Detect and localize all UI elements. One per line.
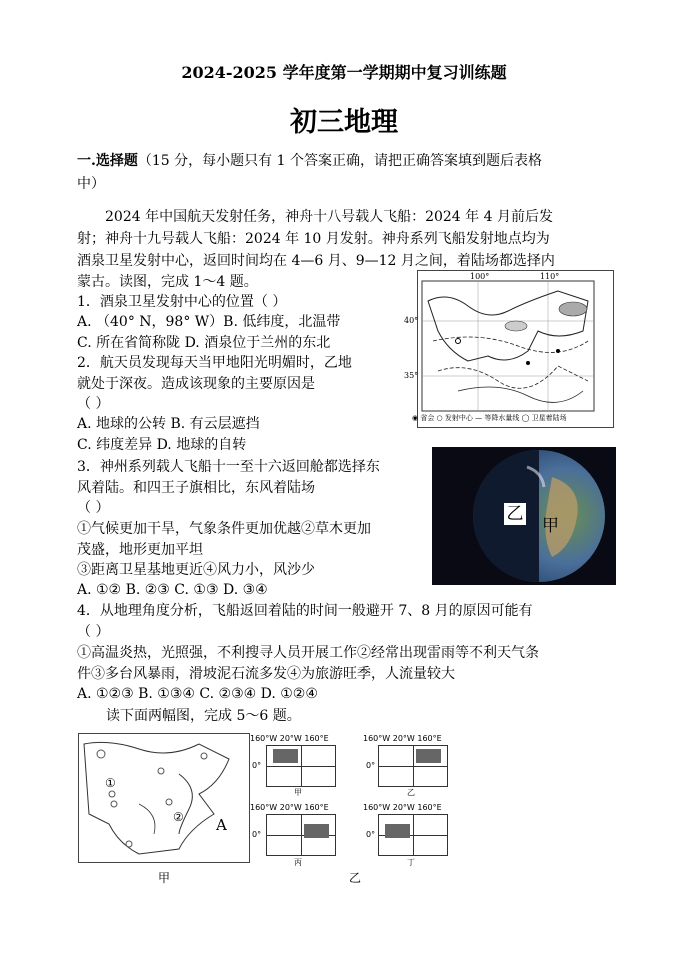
globe-label-yi: 乙	[504, 503, 526, 525]
grid-bing-lon: 160°W 20°W 160°E	[250, 803, 329, 812]
q3-options: A. ①② B. ②③ C. ①③ D. ③④	[77, 582, 268, 598]
china-region-map	[404, 270, 614, 428]
intro-line-4: 蒙古。读图，完成 1～4 题。	[77, 274, 258, 290]
grid-yi-lat: 0°	[366, 761, 376, 770]
q2-options-cd: C. 纬度差异 D. 地球的自转	[77, 437, 247, 453]
q3-stem-2: 风着陆。和四王子旗相比，东风着陆场	[77, 480, 315, 496]
figure-yi-grids	[250, 730, 465, 870]
map-lat-35: 35°	[404, 371, 419, 380]
grid-ding-lon: 160°W 20°W 160°E	[363, 803, 442, 812]
map-lon-110: 110°	[540, 272, 560, 281]
grid-ding-fill	[385, 824, 410, 838]
grid-yi	[378, 745, 448, 787]
map-lon-100: 100°	[470, 272, 490, 281]
intro-line-2: 射；神舟十九号载人飞船：2024 年 10 月发射。神舟系列飞船发射地点均为	[77, 231, 550, 247]
q1-options-ab: A. （40° N，98° W）B. 低纬度，北温带	[77, 314, 341, 330]
grid-jia-name: 甲	[294, 788, 302, 797]
intro-line-1: 2024 年中国航天发射任务，神舟十八号载人飞船：2024 年 4 月前后发	[105, 209, 553, 225]
q2-stem-1: 2．航天员发现每天当甲地阳光明媚时，乙地	[77, 355, 352, 371]
q3-statement-3: ③距离卫星基地更近④风力小，风沙少	[77, 562, 315, 578]
q3-paren: （ ）	[77, 500, 110, 516]
q1-stem: 1．酒泉卫星发射中心的位置（ ）	[77, 294, 287, 310]
map-drawing	[418, 271, 613, 427]
exam-title: 2024-2025 学年度第一学期期中复习训练题	[181, 63, 507, 82]
q2-paren: （ ）	[77, 396, 110, 412]
fig-yi-caption: 乙	[349, 871, 362, 885]
q56-intro: 读下面两幅图，完成 5～6 题。	[106, 708, 301, 724]
q3-statement-1: ①气候更加干旱，气象条件更加优越②草木更加	[77, 521, 371, 537]
section-note-cont: 中）	[77, 176, 105, 192]
grid-bing-fill	[304, 824, 329, 838]
globe-label-jia: 甲	[542, 516, 559, 536]
grid-jia-lon: 160°W 20°W 160°E	[250, 734, 329, 743]
earth-globe-image	[432, 447, 616, 585]
grid-ding-lat: 0°	[366, 830, 376, 839]
fig-jia-drawing	[79, 734, 249, 862]
map-legend: ◉ 省会 ○ 发射中心 — 等降水量线 ◯ 卫星着陆场	[412, 414, 567, 422]
grid-jia-lat: 0°	[252, 761, 262, 770]
q3-statement-2: 茂盛，地形更加平坦	[77, 542, 203, 558]
fig-jia-circle-2: ②	[173, 810, 184, 824]
grid-bing-name: 丙	[294, 858, 302, 867]
subject-title: 初三地理	[290, 107, 398, 138]
q2-stem-2: 就处于深夜。造成该现象的主要原因是	[77, 376, 315, 392]
grid-jia-fill	[273, 749, 298, 763]
fig-jia-circle-1: ①	[105, 776, 116, 790]
grid-yi-fill	[416, 749, 441, 763]
grid-yi-name: 乙	[407, 788, 415, 797]
q4-stem: 4．从地理角度分析，飞船返回着陆的时间一般避开 7、8 月的原因可能有	[77, 603, 533, 619]
map-lat-40: 40°	[404, 316, 419, 325]
q2-options-ab: A. 地球的公转 B. 有云层遮挡	[77, 416, 260, 432]
q3-stem-1: 3．神州系列载人飞船十一至十六返回舱都选择东	[77, 459, 380, 475]
section-note: （15 分，每小题只有 1 个答案正确，请把正确答案填到题后表格	[137, 153, 542, 169]
q4-paren: （ ）	[77, 624, 110, 640]
figure-jia-map	[78, 733, 250, 863]
q4-options: A. ①②③ B. ①③④ C. ②③④ D. ①②④	[77, 686, 318, 702]
grid-ding	[378, 814, 448, 856]
section-heading-line	[77, 151, 542, 171]
grid-ding-name: 丁	[407, 858, 415, 867]
grid-yi-lon: 160°W 20°W 160°E	[363, 734, 442, 743]
fig-jia-caption: 甲	[158, 871, 171, 885]
grid-jia	[266, 745, 336, 787]
q4-statement-1: ①高温炎热，光照强，不利搜寻人员开展工作②经常出现雷雨等不利天气条	[77, 645, 539, 661]
grid-bing-lat: 0°	[252, 830, 262, 839]
fig-jia-label-A: A	[216, 816, 227, 834]
q4-statement-2: 件③多台风暴雨，滑坡泥石流多发④为旅游旺季，人流量较大	[77, 666, 455, 682]
intro-line-3: 酒泉卫星发射中心，返回时间均在 4—6 月、9—12 月之间，着陆场都选择内	[77, 253, 555, 269]
section-heading: 一.选择题	[77, 153, 138, 169]
grid-bing	[266, 814, 336, 856]
q1-options-cd: C. 所在省简称陇 D. 酒泉位于兰州的东北	[77, 335, 331, 351]
